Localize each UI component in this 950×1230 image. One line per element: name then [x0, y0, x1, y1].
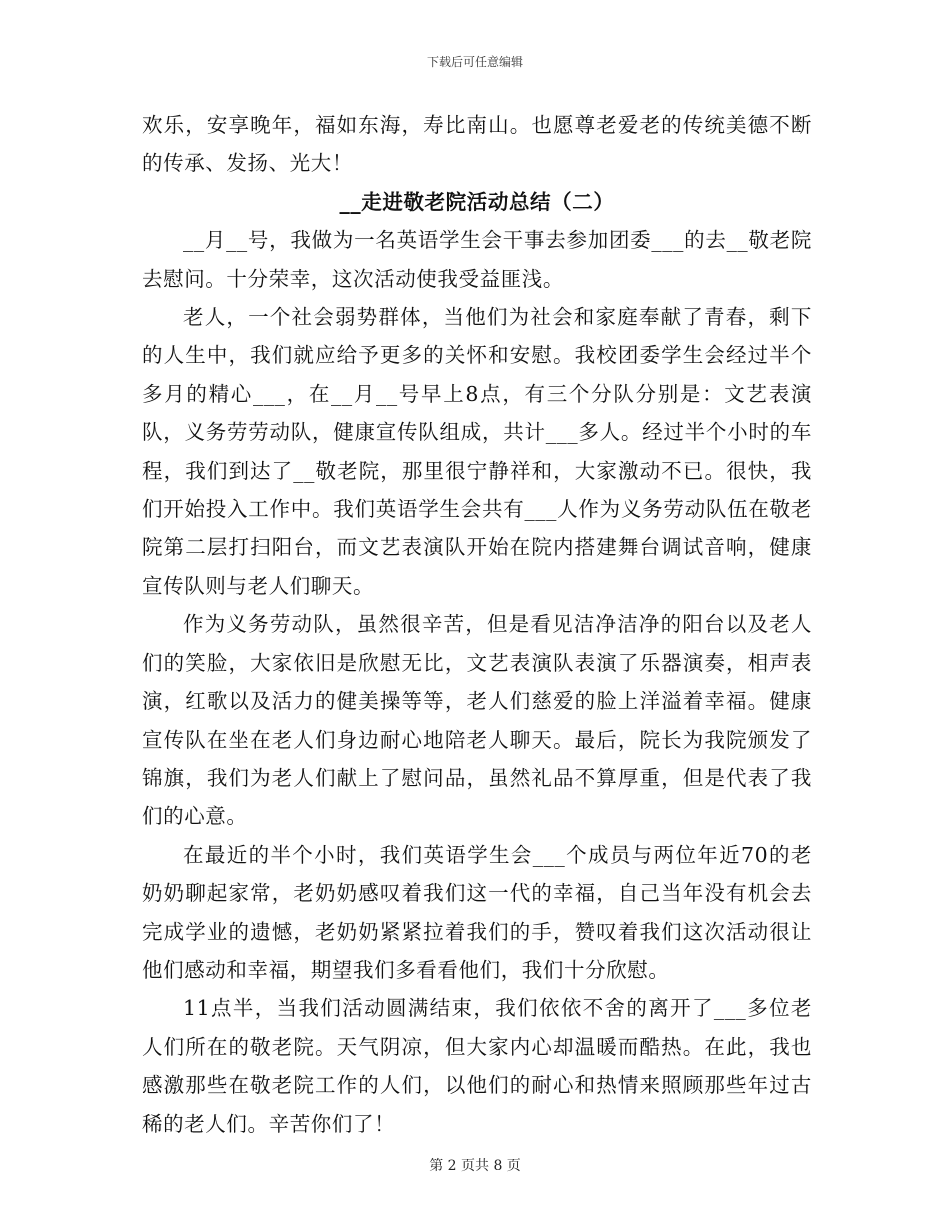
header-note: 下载后可任意编辑 — [426, 55, 523, 69]
body-paragraph-1: __月__号，我做为一名英语学生会干事去参加团委___的去__敬老院去慰问。十分荣幸，这次活动使我受益匪浅。 — [142, 228, 812, 291]
page-number: 第 2 页共 8 页 — [429, 1158, 521, 1174]
body-paragraph-3: 作为义务劳动队，虽然很辛苦，但是看见洁净洁净的阳台以及老人们的笑脸，大家依旧是欣慰无比，文艺表演队表演了乐器演奏，相声表演，红歌以及活力的健美操等等，老人们慈爱的脸上洋溢着幸福。健康宣传队在坐在老人们身边耐心地陪老人聊天。最后，院长为我院颁发了锦旗，我们为老人们献上了慰问品，虽然礼品不算厚重，但是代表了我们的心意。 — [142, 612, 812, 829]
body-paragraph-2: 老人，一个社会弱势群体，当他们为社会和家庭奉献了青春，剩下的人生中，我们就应给予更多的关怀和安慰。我校团委学生会经过半个多月的精心___，在__月__号早上8点，有三个分队分别是：文艺表演队，义务劳劳动队，健康宣传队组成，共计___多人。经过半个小时的车程，我们到达了__敬老院，那里很宁静祥和，大家激动不已。很快，我们开始投入工作中。我们英语学生会共有___人作为义务劳动队伍在敬老院第二层打扫阳台，而文艺表演队开始在院内搭建舞台调试音响，健康宣传队则与老人们聊天。 — [142, 305, 812, 598]
section-title: __走进敬老院活动总结（二） — [339, 189, 615, 214]
document-body — [142, 106, 812, 1143]
continuation-paragraph: 欢乐，安享晚年，福如东海，寿比南山。也愿尊老爱老的传统美德不断的传承、发扬、光大！ — [142, 113, 812, 176]
body-paragraph-5: 11点半，当我们活动圆满结束，我们依依不舍的离开了___多位老人们所在的敬老院。天气阴凉，但大家内心却温暖而酷热。在此，我也感激那些在敬老院工作的人们，以他们的耐心和热情来照顾那些年过古稀的老人们。辛苦你们了！ — [142, 996, 812, 1136]
body-paragraph-4: 在最近的半个小时，我们英语学生会___个成员与两位年近70的老奶奶聊起家常，老奶奶感叹着我们这一代的幸福，自己当年没有机会去完成学业的遗憾，老奶奶紧紧拉着我们的手，赞叹着我们这次活动很让他们感动和幸福，期望我们多看看他们，我们十分欣慰。 — [142, 842, 812, 982]
